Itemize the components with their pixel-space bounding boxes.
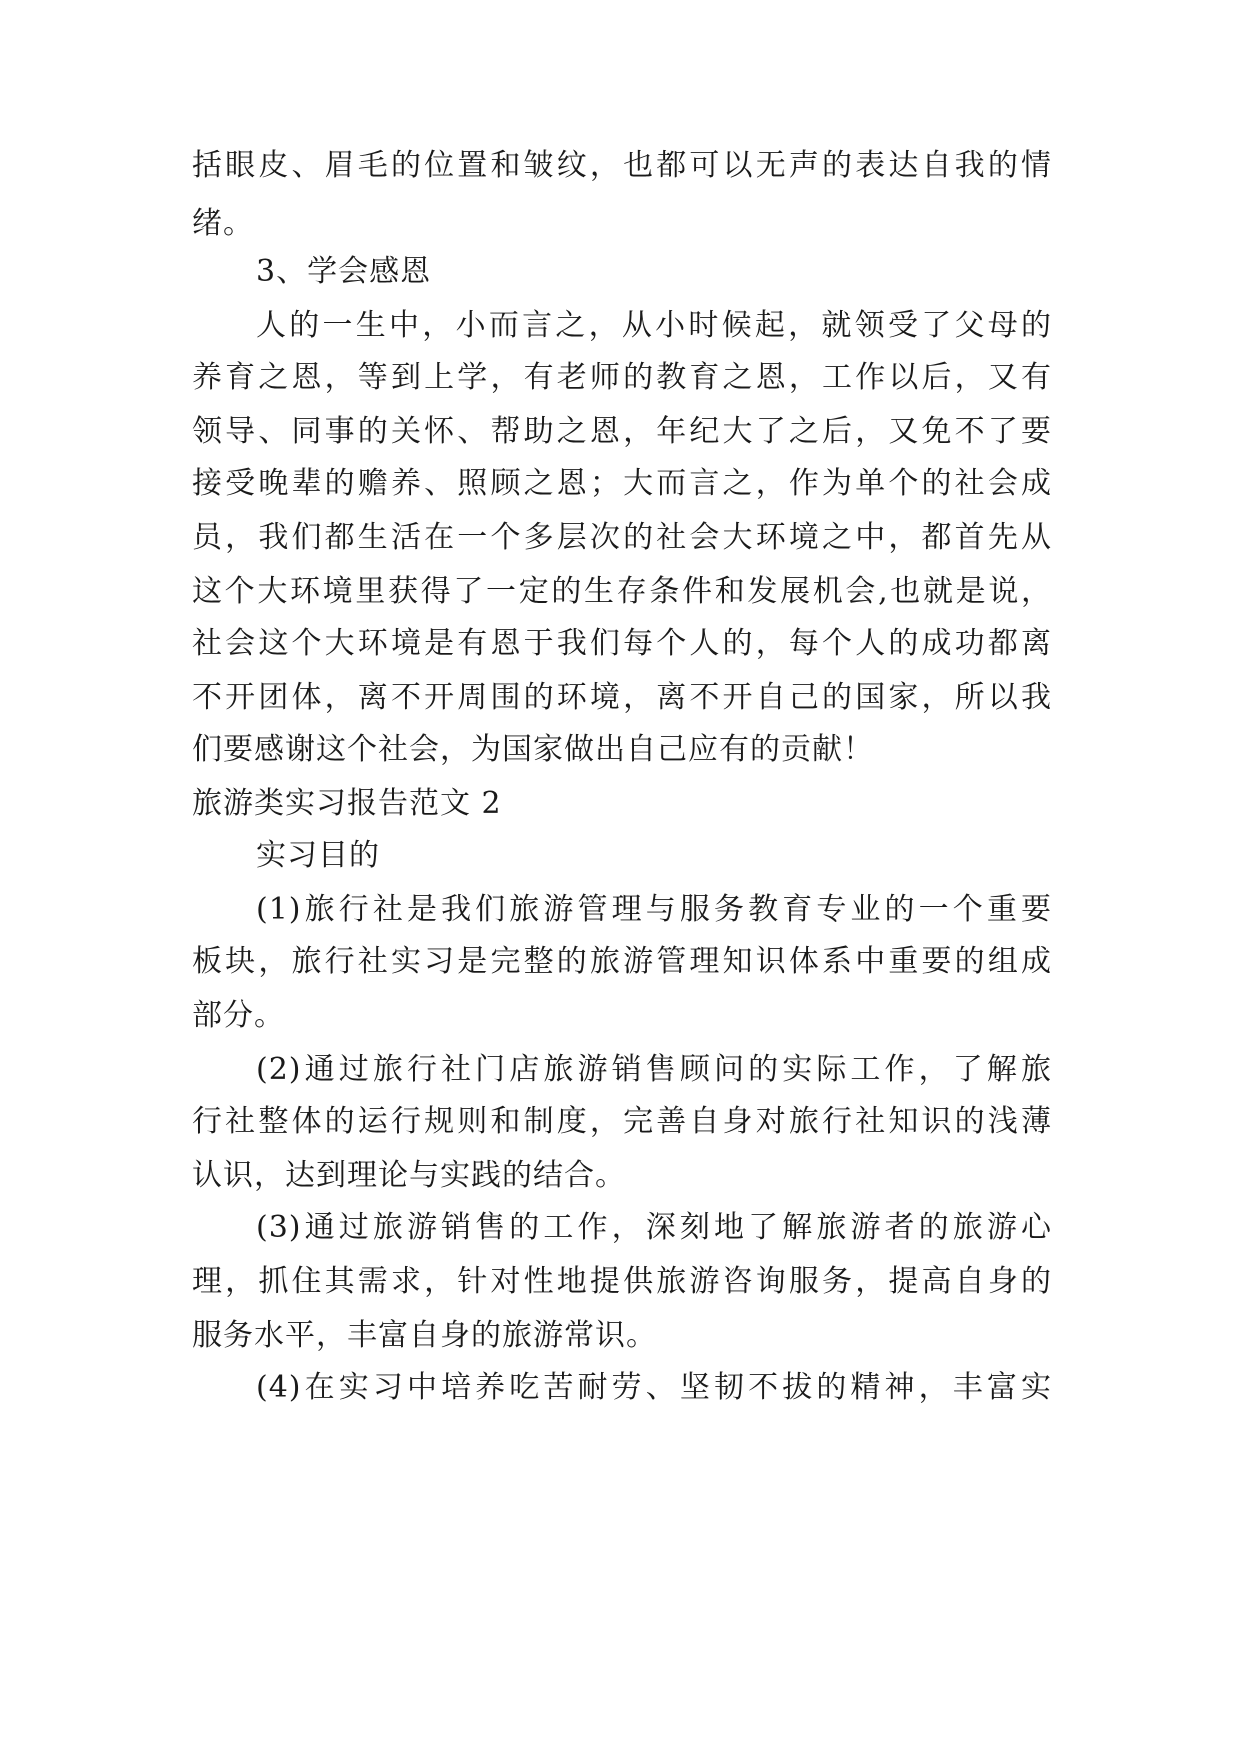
body-text-line: 人的一生中，小而言之，从小时候起，就领受了父母的 [256,308,1052,343]
body-text-line: 领导、同事的关怀、帮助之恩，年纪大了之后，又免不了要 [192,414,1052,449]
body-text-line: (1)旅行社是我们旅游管理与服务教育专业的一个重要 [256,892,1052,927]
body-text-line: 服务水平，丰富自身的旅游常识。 [192,1318,657,1353]
body-text-line: 理，抓住其需求，针对性地提供旅游咨询服务，提高自身的 [192,1264,1052,1299]
body-text-line: 部分。 [192,998,285,1033]
body-text-line: (3)通过旅游销售的工作，深刻地了解旅游者的旅游心 [256,1210,1052,1245]
body-text-line: 行社整体的运行规则和制度，完善自身对旅行社知识的浅薄 [192,1104,1052,1139]
body-text-line: 养育之恩，等到上学，有老师的教育之恩，工作以后，又有 [192,360,1052,395]
section-heading: 实习目的 [256,838,380,873]
body-text-line: (4)在实习中培养吃苦耐劳、坚韧不拔的精神，丰富实 [256,1370,1052,1405]
body-text-line: 接受晚辈的赡养、照顾之恩；大而言之，作为单个的社会成 [192,466,1052,501]
section-heading: 3、学会感恩 [256,254,432,289]
body-text-line: 括眼皮、眉毛的位置和皱纹，也都可以无声的表达自我的情 [192,148,1052,183]
body-text-line: 绪。 [192,206,254,241]
body-text-line: 们要感谢这个社会，为国家做出自己应有的贡献！ [192,732,874,767]
body-text-line: 员，我们都生活在一个多层次的社会大环境之中，都首先从 [192,520,1052,555]
body-text-line: 社会这个大环境是有恩于我们每个人的，每个人的成功都离 [192,626,1052,661]
body-text-line: 认识，达到理论与实践的结合。 [192,1158,626,1193]
document-title: 旅游类实习报告范文 2 [192,786,502,821]
body-text-line: (2)通过旅行社门店旅游销售顾问的实际工作，了解旅 [256,1052,1052,1087]
body-text-line: 这个大环境里获得了一定的生存条件和发展机会,也就是说， [192,574,1052,609]
body-text-line: 板块，旅行社实习是完整的旅游管理知识体系中重要的组成 [192,944,1052,979]
body-text-line: 不开团体，离不开周围的环境，离不开自己的国家，所以我 [192,680,1052,715]
